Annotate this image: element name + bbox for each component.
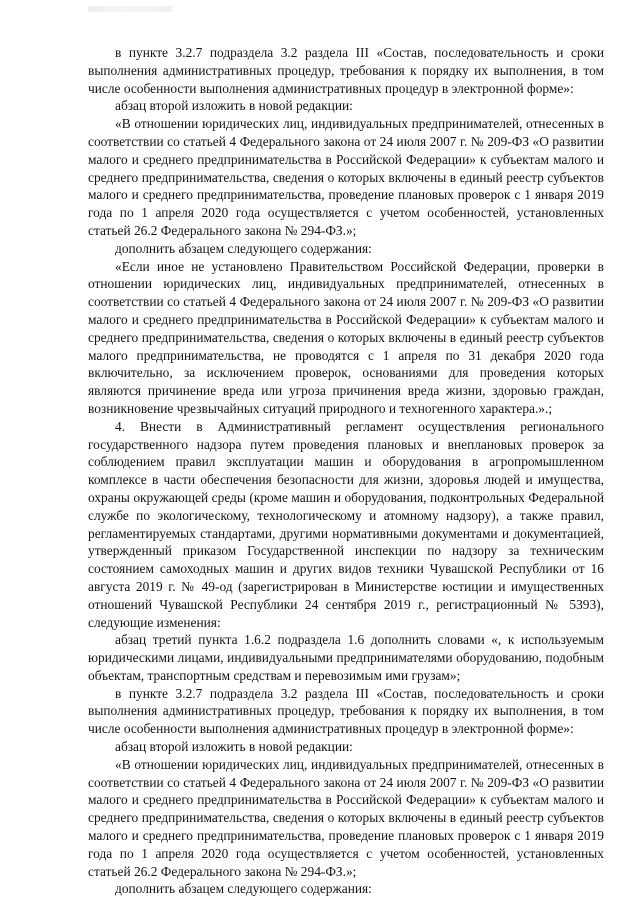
paragraph-6: 4. Внести в Административный регламент осуществления регионального государственного надзора путем проведения плановых и внеплановых проверок за соблюдением правил эксплуатации машин и оборудования в агропромышленном комплексе в части обеспечения безопасности для жизни, здоровья людей и имущества, охраны окружающей среды (кроме машин и оборудования, подконтрольных Федеральной службе по экологическому, технологическому и атомному надзору), а также правил, регламентируемых стандартами, другими нормативными документами и документацией, утвержденный приказом Государственной инспекции по надзору за техническим состоянием самоходных машин и других видов техники Чувашской Республики от 16 августа 2019 г. № 49-од (зарегистрирован в Министерстве юстиции и имущественных отношений Чувашской Республики 24 сентября 2019 г., регистрационный № 5393), следующие изменения: [88, 418, 604, 630]
paragraph-4: дополнить абзацем следующего содержания: [115, 240, 372, 256]
paragraph-5: «Если иное не установлено Правительством Российской Федерации, проверки в отношении юридических лиц, индивидуальных предпринимателей, отнесенных в соответствии со статьей 4 Федерального закона от 24 июля 2007 г. № 209-ФЗ «О развитии малого и среднего предпринимательства в Российской Федерации» к субъектам малого и среднего предпринимательства, сведения о которых включены в единый реестр субъектов малого предпринимательства, не проводятся с 1 апреля по 31 декабря 2020 года включительно, за исключением проверок, основаниями для проведения которых являются причинение вреда или угроза причинения вреда жизни, здоровью граждан, возникновение чрезвычайных ситуаций природного и техногенного характера.».; [88, 258, 604, 416]
paragraph-1: в пункте 3.2.7 подраздела 3.2 раздела III «Состав, последовательность и сроки выполнения административных процедур, требования к порядку их выполнения, в том числе особенности выполнения административных процедур в электронной форме»: [88, 45, 604, 96]
scan-header-artifact [88, 6, 172, 12]
paragraph-2: абзац второй изложить в новой редакции: [115, 98, 353, 114]
paragraph-10: «В отношении юридических лиц, индивидуальных предпринимателей, отнесенных в соответствии со статьей 4 Федерального закона от 24 июля 2007 г. № 209-ФЗ «О развитии малого и среднего предпринимательства в Российской Федерации» к субъектам малого и среднего предпринимательства, сведения о которых включены в единый реестр субъектов малого и среднего предпринимательства, проведение плановых проверок с 1 января 2019 года по 1 апреля 2020 года осуществляется с учетом особенностей, установленных статьей 26.2 Федерального закона № 294-ФЗ.»; [88, 756, 604, 879]
document-page [88, 44, 604, 898]
paragraph-8: в пункте 3.2.7 подраздела 3.2 раздела III «Состав, последовательность и сроки выполнения административных процедур, требования к порядку их выполнения, в том числе особенности выполнения административных процедур в электронной форме»: [88, 685, 604, 737]
paragraph-11: дополнить абзацем следующего содержания: [115, 881, 372, 897]
paragraph-3: «В отношении юридических лиц, индивидуальных предпринимателей, отнесенных в соответствии со статьей 4 Федерального закона от 24 июля 2007 г. № 209-ФЗ «О развитии малого и среднего предпринимательства в Российской Федерации» к субъектам малого и среднего предпринимательства, сведения о которых включены в единый реестр субъектов малого и среднего предпринимательства, проведение плановых проверок с 1 января 2019 года по 1 апреля 2020 года осуществляется с учетом особенностей, установленных статьей 26.2 Федерального закона № 294-ФЗ.»; [88, 116, 604, 238]
paragraph-7: абзац третий пункта 1.6.2 подраздела 1.6 дополнить словами «, к используемым юридическими лицами, индивидуальными предпринимателями оборудованию, подобным объектам, транспортным средствам и перевозимым ими грузам»; [88, 632, 604, 683]
paragraph-9: абзац второй изложить в новой редакции: [115, 739, 353, 755]
